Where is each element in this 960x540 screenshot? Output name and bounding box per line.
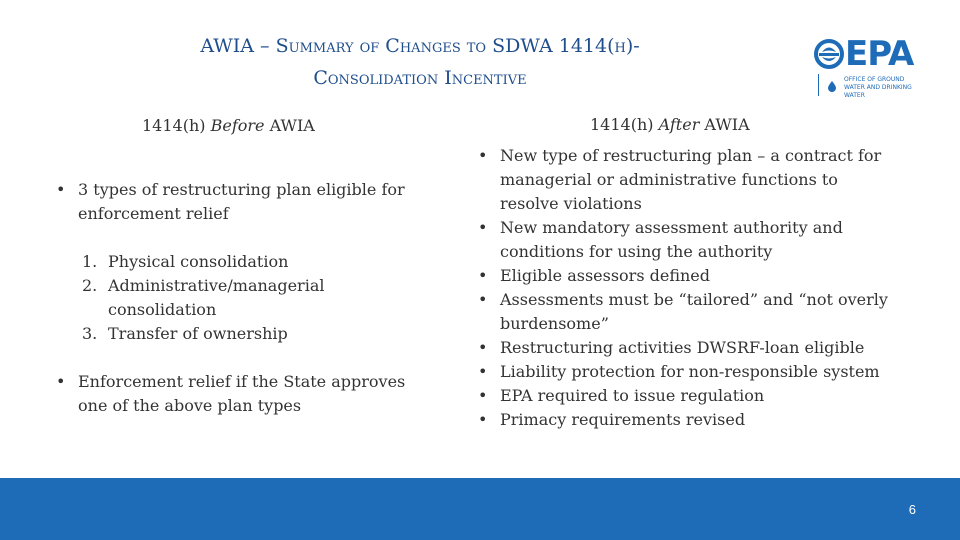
after-heading	[590, 115, 750, 134]
before-heading	[142, 116, 315, 135]
plan-type-item	[82, 322, 426, 346]
footer-bar	[0, 478, 960, 540]
water-drop-icon	[827, 80, 837, 92]
after-bullet: • Eligible assessors defined	[478, 264, 898, 288]
plan-type-number: 2.	[82, 276, 98, 295]
before-heading-em: Before	[210, 116, 265, 135]
epa-flower-icon	[814, 39, 844, 69]
plan-type-text: Administrative/managerial consolidation	[108, 276, 325, 319]
after-bullet: • Primacy requirements revised	[478, 408, 898, 432]
page-number: 6	[908, 502, 916, 517]
epa-logo-text: EPA	[845, 34, 914, 74]
after-heading-suffix: AWIA	[699, 115, 750, 134]
plan-type-number: 1.	[82, 252, 98, 271]
plan-type-text: Physical consolidation	[108, 252, 289, 271]
after-bullet: • New type of restructuring plan – a contract for managerial or administrative functions to resolve violations	[478, 144, 898, 216]
before-bullet-1: • 3 types of restructuring plan eligible for enforcement relief	[56, 178, 426, 226]
after-list	[478, 144, 898, 432]
before-bullet-2: • Enforcement relief if the State approves one of the above plan types	[56, 370, 426, 418]
epa-logo-mark	[814, 36, 913, 72]
after-bullet: • Liability protection for non-responsible system	[478, 360, 898, 384]
after-bullet: • New mandatory assessment authority and conditions for using the authority	[478, 216, 898, 264]
after-heading-prefix: 1414(h)	[590, 115, 659, 134]
title-line-2: Consolidation Incentive	[313, 67, 527, 89]
epa-logo	[814, 34, 924, 99]
plan-type-number: 3.	[82, 324, 98, 343]
before-heading-suffix: AWIA	[264, 116, 315, 135]
plan-type-list	[82, 250, 426, 346]
after-bullet: • EPA required to issue regulation	[478, 384, 898, 408]
epa-office-name: OFFICE OF GROUND WATER AND DRINKING WATER	[844, 76, 912, 99]
title-line-1: AWIA – Summary of Changes to SDWA 1414(h)-	[200, 35, 640, 57]
logo-divider	[818, 74, 819, 96]
plan-type-text: Transfer of ownership	[108, 324, 288, 343]
plan-type-item	[82, 274, 426, 322]
before-heading-prefix: 1414(h)	[142, 116, 211, 135]
slide-title	[150, 30, 690, 94]
after-heading-em: After	[658, 115, 700, 134]
after-bullet: • Assessments must be “tailored” and “not overly burdensome”	[478, 288, 898, 336]
plan-type-item	[82, 250, 426, 274]
before-list	[56, 178, 426, 418]
after-bullet: • Restructuring activities DWSRF-loan eligible	[478, 336, 898, 360]
